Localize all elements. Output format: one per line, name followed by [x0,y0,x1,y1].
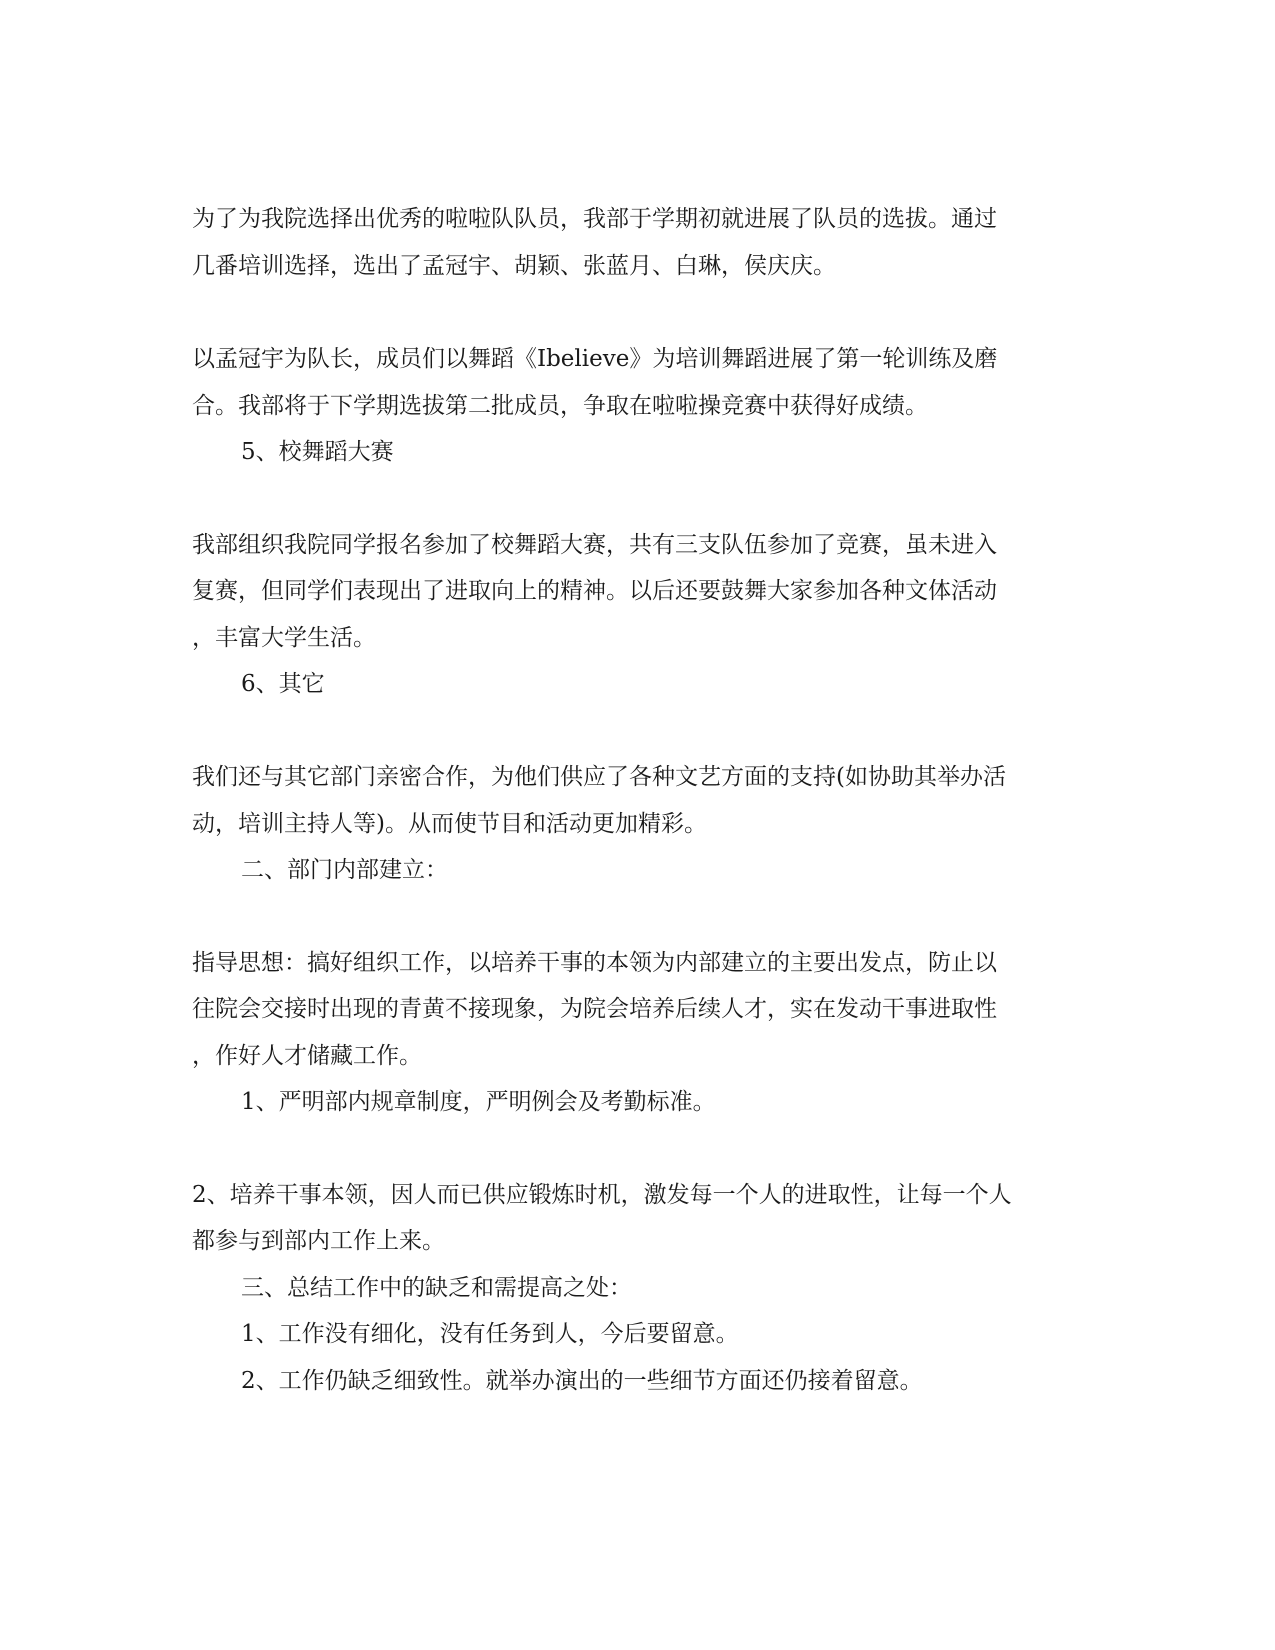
paragraph-line: 都参与到部内工作上来。 [192,1228,445,1254]
paragraph-line: 往院会交接时出现的青黄不接现象，为院会培养后续人才，实在发动干事进取性 [192,996,997,1022]
paragraph-line: 2、培养干事本领，因人而已供应锻炼时机，激发每一个人的进取性，让每一个人 [192,1182,1012,1208]
section-heading: 6、其它 [241,671,325,697]
section-heading: 二、部门内部建立： [241,857,448,883]
paragraph-line: 以孟冠宇为队长，成员们以舞蹈《Ibelieve》为培训舞蹈进展了第一轮训练及磨 [192,346,998,372]
paragraph-line: 复赛，但同学们表现出了进取向上的精神。以后还要鼓舞大家参加各种文体活动 [192,578,997,604]
paragraph-line: 为了为我院选择出优秀的啦啦队队员，我部于学期初就进展了队员的选拔。通过 [192,206,997,232]
paragraph-line: 合。我部将于下学期选拔第二批成员，争取在啦啦操竞赛中获得好成绩。 [192,393,928,419]
paragraph-line: ，作好人才储藏工作。 [192,1043,422,1069]
section-heading: 5、校舞蹈大赛 [241,439,394,465]
list-item: 1、工作没有细化，没有任务到人，今后要留意。 [241,1321,739,1347]
paragraph-line: 指导思想：搞好组织工作，以培养干事的本领为内部建立的主要出发点，防止以 [192,950,997,976]
paragraph-line: 几番培训选择，选出了孟冠宇、胡颖、张蓝月、白琳，侯庆庆。 [192,253,836,279]
section-heading: 三、总结工作中的缺乏和需提高之处： [241,1275,632,1301]
list-item: 1、严明部内规章制度，严明例会及考勤标准。 [241,1089,716,1115]
paragraph-line: 动，培训主持人等)。从而使节目和活动更加精彩。 [192,811,707,837]
list-item: 2、工作仍缺乏细致性。就举办演出的一些细节方面还仍接着留意。 [241,1368,923,1394]
paragraph-line: 我们还与其它部门亲密合作，为他们供应了各种文艺方面的支持(如协助其举办活 [192,764,1006,790]
paragraph-line: 我部组织我院同学报名参加了校舞蹈大赛，共有三支队伍参加了竞赛，虽未进入 [192,532,997,558]
paragraph-line: ，丰富大学生活。 [192,625,376,651]
